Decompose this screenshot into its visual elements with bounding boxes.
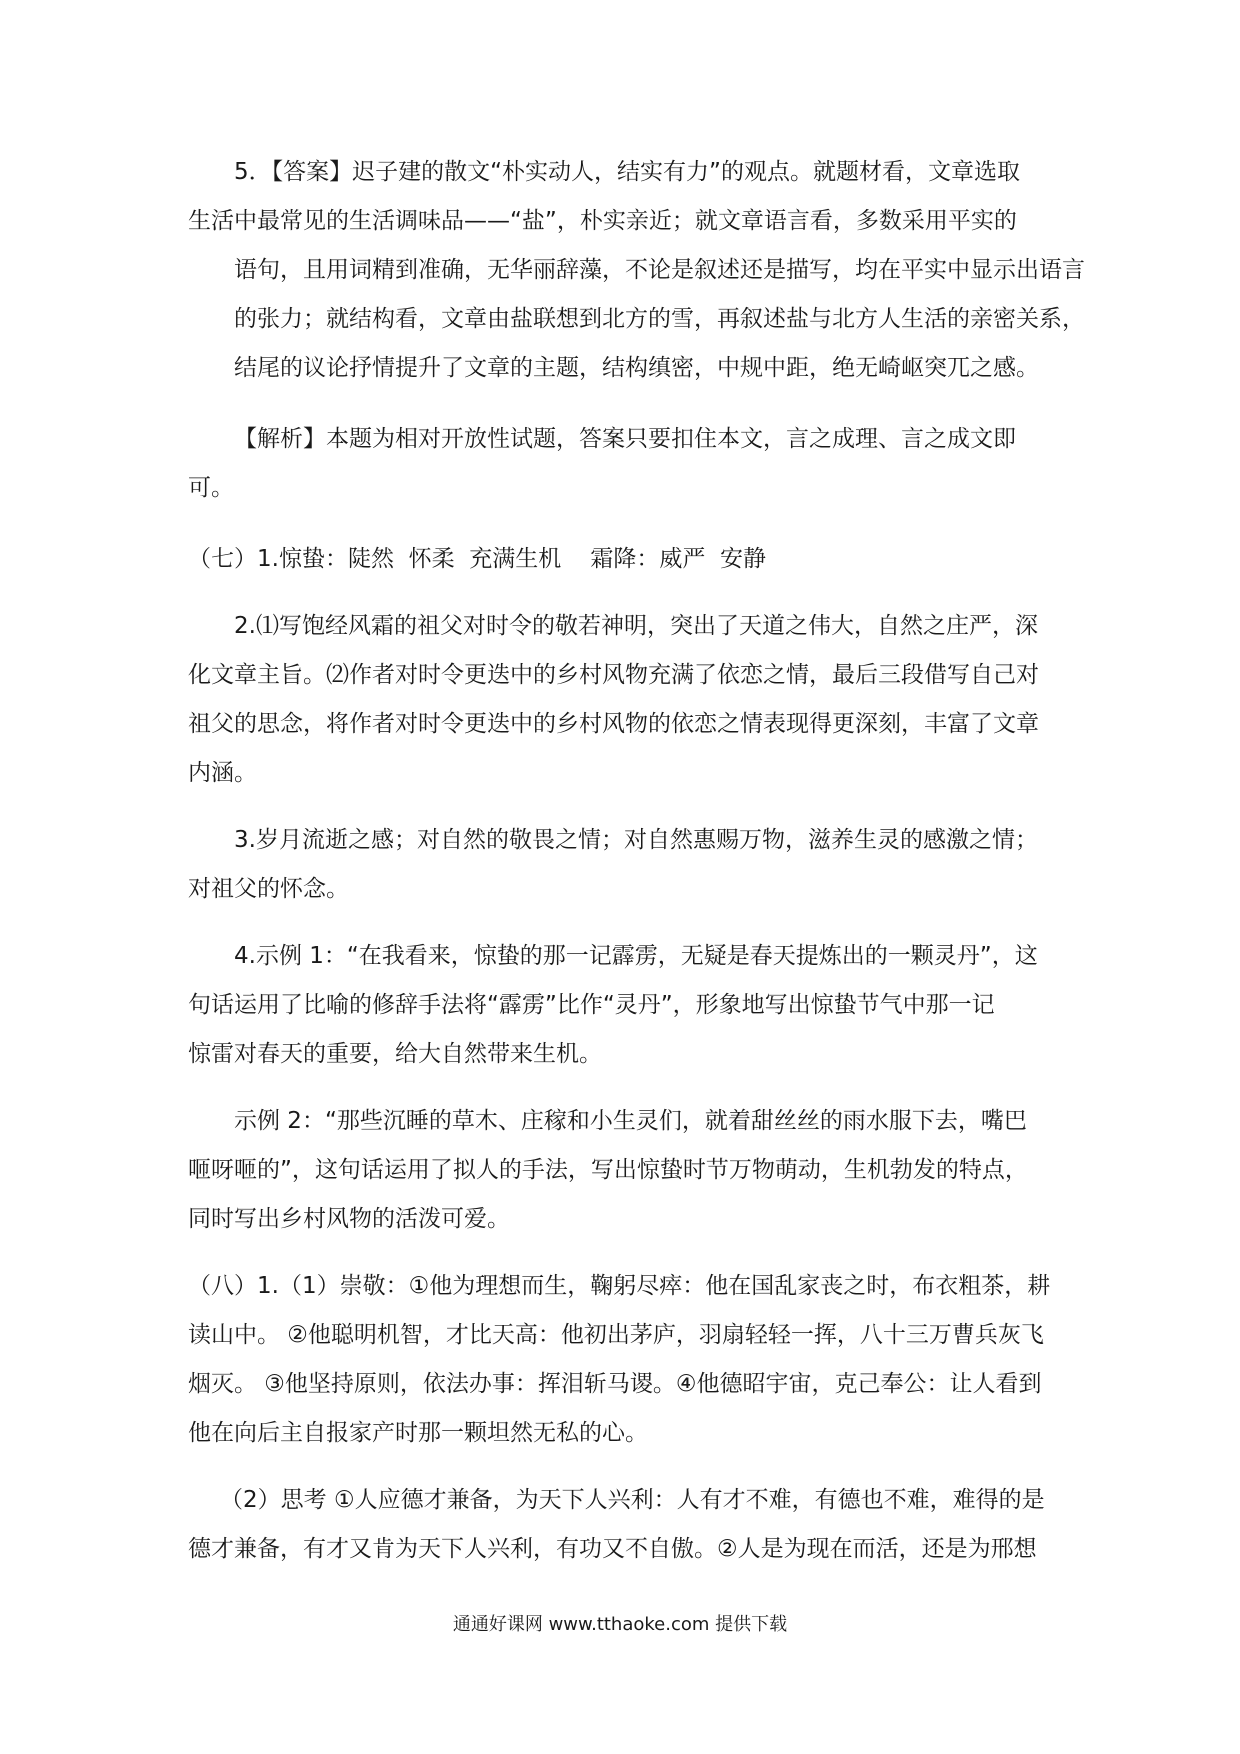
section-7-question-4-example-1 [188, 932, 1058, 1079]
analysis-line: 可。 [188, 475, 234, 501]
section-7-question-3 [188, 816, 1058, 914]
answer-5-line: 的张力；就结构看，文章由盐联想到北方的雪，再叙述盐与北方人生活的亲密关系， [234, 306, 1085, 332]
section-7-q4-ex2-line: 同时写出乡村风物的活泼可爱。 [188, 1206, 510, 1232]
section-7-question-2 [188, 602, 1058, 798]
section-7-q4-ex1-line: 4.示例 1：“在我看来，惊蛰的那一记霹雳，无疑是春天提炼出的一颗灵丹”，这 [234, 943, 1038, 969]
answer-5-line: 生活中最常见的生活调味品——“盐”，朴实亲近；就文章语言看，多数采用平实的 [188, 208, 1017, 234]
section-7-q2-line: 2.⑴写饱经风霜的祖父对时令的敬若神明，突出了天道之伟大，自然之庄严，深 [234, 613, 1038, 639]
section-8-q1-1-line: 烟灭。 ③他坚持原则，依法办事：挥泪斩马谡。④他德昭宇宙，克己奉公：让人看到 [188, 1371, 1042, 1397]
section-7-q3-line: 3.岁月流逝之感；对自然的敬畏之情；对自然惠赐万物，滋养生灵的感激之情； [234, 827, 1038, 853]
section-7-question-4-example-2 [188, 1097, 1058, 1244]
analysis-line: 【解析】本题为相对开放性试题，答案只要扣住本文，言之成理、言之成文即 [234, 426, 1016, 452]
section-7-q1-line: （七）1.惊蛰：陡然 怀柔 充满生机 霜降：威严 安静 [188, 546, 767, 572]
answer-5-line: 语句，且用词精到准确，无华丽辞藻，不论是叙述还是描写，均在平实中显示出语言 [234, 257, 1085, 283]
section-7-q4-ex2-line: 示例 2：“那些沉睡的草木、庄稼和小生灵们，就着甜丝丝的雨水服下去，嘴巴 [234, 1108, 1027, 1134]
section-8-question-1-part-1 [188, 1262, 1058, 1458]
answer-5-paragraph [188, 148, 1085, 393]
document-body [188, 148, 1085, 1574]
section-8-q1-1-line: （八）1.（1）崇敬：①他为理想而生，鞠躬尽瘁：他在国乱家丧之时，布衣粗茶，耕 [188, 1273, 1051, 1299]
answer-5-line: 5．【答案】迟子建的散文“朴实动人，结实有力”的观点。就题材看，文章选取 [234, 159, 1020, 185]
section-8-q1-2-line: （2）思考 ①人应德才兼备，为天下人兴利：人有才不难，有德也不难，难得的是 [220, 1487, 1045, 1513]
section-7-q4-ex2-line: 咂呀咂的”，这句话运用了拟人的手法，写出惊蛰时节万物萌动，生机勃发的特点， [188, 1157, 1028, 1183]
section-7-q2-line: 祖父的思念，将作者对时令更迭中的乡村风物的依恋之情表现得更深刻，丰富了文章 [188, 711, 1039, 737]
analysis-paragraph [188, 415, 1058, 513]
section-7-q4-ex1-line: 惊雷对春天的重要，给大自然带来生机。 [188, 1041, 602, 1067]
answer-5-line: 结尾的议论抒情提升了文章的主题，结构缜密，中规中距，绝无崎岖突兀之感。 [234, 355, 1039, 381]
section-7-q3-line: 对祖父的怀念。 [188, 876, 349, 902]
page-footer: 通通好课网 www.tthaoke.com 提供下载 [452, 1614, 788, 1635]
section-8-q1-1-line: 读山中。 ②他聪明机智，才比天高：他初出茅庐，羽扇轻轻一挥，八十三万曹兵灰飞 [188, 1322, 1044, 1348]
section-7-question-1 [188, 535, 1058, 584]
section-8-q1-1-line: 他在向后主自报家产时那一颗坦然无私的心。 [188, 1420, 648, 1446]
section-7-q2-line: 内涵。 [188, 760, 257, 786]
section-7-q4-ex1-line: 句话运用了比喻的修辞手法将“霹雳”比作“灵丹”，形象地写出惊蛰节气中那一记 [188, 992, 995, 1018]
section-7-q2-line: 化文章主旨。⑵作者对时令更迭中的乡村风物充满了依恋之情，最后三段借写自己对 [188, 662, 1039, 688]
section-8-question-1-part-2 [188, 1476, 1058, 1574]
section-8-q1-2-line: 德才兼备，有才又肯为天下人兴利，有功又不自傲。②人是为现在而活，还是为邢想 [188, 1536, 1037, 1562]
